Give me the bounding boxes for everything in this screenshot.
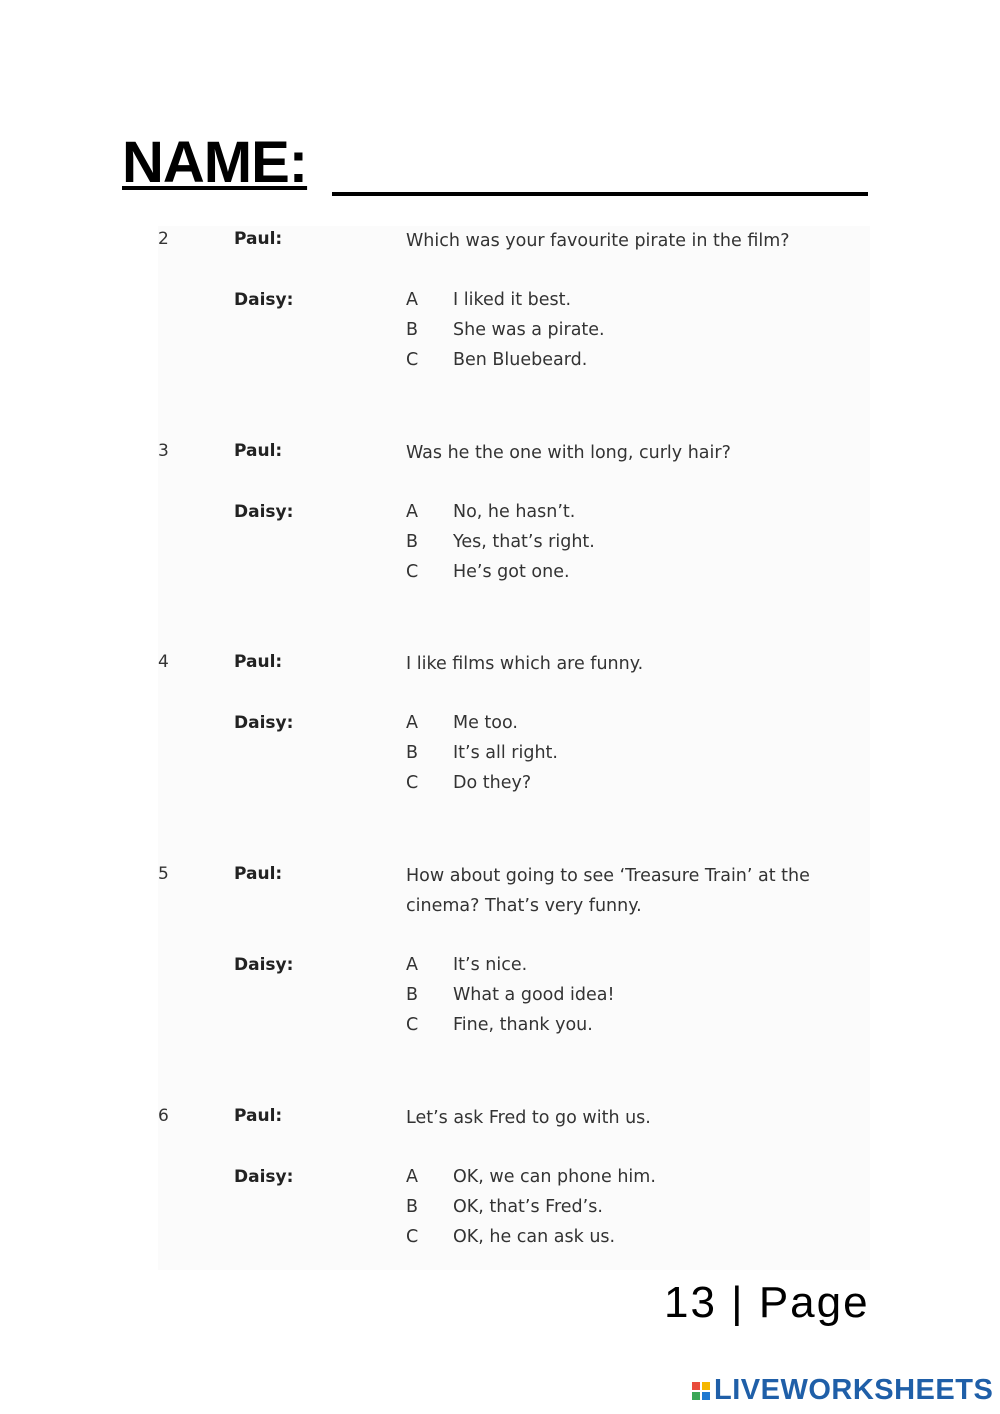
question-number: 6 [158, 1106, 169, 1126]
speaker-paul: Paul: [234, 864, 283, 884]
option-c[interactable]: C Fine, thank you. [406, 1015, 593, 1035]
question-prompt: How about going to see ‘Treasure Train’ at the cinema? That’s very funny. [406, 866, 810, 916]
speaker-paul: Paul: [234, 652, 283, 672]
option-c[interactable]: C Ben Bluebeard. [406, 350, 588, 370]
question-prompt: I like films which are funny. [406, 654, 644, 674]
logo-icon [692, 1382, 710, 1400]
option-a[interactable]: A Me too. [406, 713, 518, 733]
option-a[interactable]: A OK, we can phone him. [406, 1167, 656, 1187]
question-prompt: Which was your favourite pirate in the film? [406, 231, 790, 251]
option-a[interactable]: A I liked it best. [406, 290, 572, 310]
option-c[interactable]: C Do they? [406, 773, 532, 793]
logo-square-red [692, 1382, 700, 1390]
name-blank-line[interactable] [332, 192, 868, 196]
question-prompt: Was he the one with long, curly hair? [406, 443, 731, 463]
option-c[interactable]: C He’s got one. [406, 562, 570, 582]
option-a[interactable]: A No, he hasn’t. [406, 502, 576, 522]
speaker-paul: Paul: [234, 1106, 283, 1126]
speaker-daisy: Daisy: [234, 955, 294, 975]
name-heading [122, 128, 307, 198]
option-b[interactable]: B What a good idea! [406, 985, 615, 1005]
name-label: NAME: [122, 130, 308, 195]
question-number: 4 [158, 652, 169, 672]
option-b[interactable]: B OK, that’s Fred’s. [406, 1197, 603, 1217]
logo-square-blue [702, 1392, 710, 1400]
question-number: 2 [158, 229, 169, 249]
page-number: 13 | Page [664, 1278, 870, 1327]
option-b[interactable]: B Yes, that’s right. [406, 532, 595, 552]
option-b[interactable]: B It’s all right. [406, 743, 558, 763]
speaker-daisy: Daisy: [234, 1167, 294, 1187]
question-number: 3 [158, 441, 169, 461]
speaker-daisy: Daisy: [234, 713, 294, 733]
option-b[interactable]: B She was a pirate. [406, 320, 605, 340]
option-c[interactable]: C OK, he can ask us. [406, 1227, 616, 1247]
option-a[interactable]: A It’s nice. [406, 955, 528, 975]
speaker-paul: Paul: [234, 441, 283, 461]
question-prompt: Let’s ask Fred to go with us. [406, 1108, 651, 1128]
question-number: 5 [158, 864, 169, 884]
liveworksheets-logo[interactable] [692, 1374, 993, 1407]
speaker-paul: Paul: [234, 229, 283, 249]
logo-square-yellow [702, 1382, 710, 1390]
speaker-daisy: Daisy: [234, 290, 294, 310]
logo-square-green [692, 1392, 700, 1400]
speaker-daisy: Daisy: [234, 502, 294, 522]
worksheet-scan [158, 226, 870, 1270]
brand-text: LIVEWORKSHEETS [714, 1374, 994, 1406]
